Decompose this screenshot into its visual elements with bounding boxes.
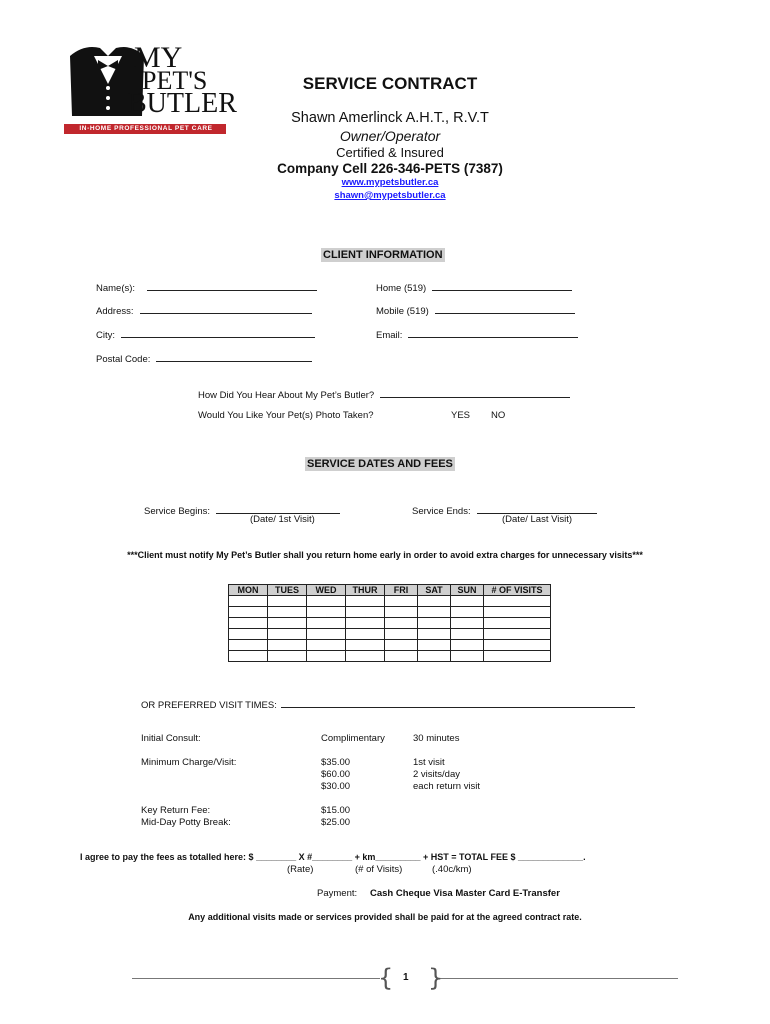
referral-field[interactable]: [198, 387, 570, 401]
photo-no-option[interactable]: NO: [491, 410, 506, 421]
day-header: WED: [307, 585, 346, 596]
visit-schedule-table: [228, 584, 551, 662]
mobile-phone-field[interactable]: [376, 303, 575, 317]
postal-code-label: Postal Code:: [96, 354, 151, 365]
logo-line-2: PET'S: [142, 66, 208, 95]
company-cell: Company Cell 226-346-PETS (7387): [277, 161, 503, 176]
email-label: Email:: [376, 330, 403, 341]
minimum-charge-value: $35.00: [321, 757, 351, 768]
bracket-right-icon: }: [428, 964, 444, 992]
table-row[interactable]: [229, 618, 551, 629]
km-caption: (.40c/km): [432, 864, 472, 875]
payment-label: Payment:: [317, 888, 358, 899]
visits-header: # OF VISITS: [484, 585, 551, 596]
address-label: Address:: [96, 306, 134, 317]
day-header: THUR: [346, 585, 385, 596]
certified-text: Certified & Insured: [336, 145, 444, 160]
day-header: SUN: [451, 585, 484, 596]
table-row[interactable]: [229, 640, 551, 651]
owner-name: Shawn Amerlinck A.H.T., R.V.T: [291, 110, 489, 126]
preferred-times-field[interactable]: [141, 697, 635, 711]
service-ends-caption: (Date/ Last Visit): [502, 514, 573, 525]
payment-methods: Cash Cheque Visa Master Card E-Transfer: [370, 888, 560, 899]
key-return-label: Key Return Fee:: [141, 805, 211, 816]
email-link[interactable]: shawn@mypetsbutler.ca: [334, 190, 446, 201]
day-header: MON: [229, 585, 268, 596]
logo-tagline: IN-HOME PROFESSIONAL PET CARE: [79, 125, 213, 132]
minimum-charge-value: $60.00: [321, 769, 351, 780]
fee-agreement-line[interactable]: I agree to pay the fees as totalled here: $ ________ X #________ + km_________ + HST = TOTAL FEE $ _____________.: [80, 852, 586, 862]
rate-caption: (Rate): [287, 864, 314, 875]
mobile-phone-label: Mobile (519): [376, 306, 429, 317]
day-header: FRI: [385, 585, 418, 596]
city-label: City:: [96, 330, 115, 341]
footer-divider: [132, 978, 380, 979]
postal-code-field[interactable]: [96, 351, 312, 365]
home-phone-label: Home (519): [376, 283, 427, 294]
city-field[interactable]: [96, 327, 315, 341]
page-number: 1: [403, 972, 409, 983]
table-header-row: [229, 585, 551, 596]
table-row[interactable]: [229, 596, 551, 607]
email-field[interactable]: [376, 327, 578, 341]
photo-yes-option[interactable]: YES: [451, 410, 471, 421]
names-field[interactable]: [96, 280, 317, 294]
potty-break-value: $25.00: [321, 817, 351, 828]
service-dates-heading: SERVICE DATES AND FEES: [307, 458, 453, 470]
minimum-charge-note: 2 visits/day: [413, 769, 460, 780]
visits-caption: (# of Visits): [355, 864, 403, 875]
footer-divider: [436, 978, 678, 979]
photo-question: Would You Like Your Pet(s) Photo Taken?: [198, 410, 374, 421]
names-label: Name(s):: [96, 283, 136, 294]
preferred-times-label: OR PREFERRED VISIT TIMES:: [141, 700, 277, 711]
table-row[interactable]: [229, 651, 551, 662]
key-return-value: $15.00: [321, 805, 351, 816]
potty-break-label: Mid-Day Potty Break:: [141, 817, 231, 828]
additional-visits-notice: Any additional visits made or services provided shall be paid for at the agreed contract rate.: [188, 912, 582, 922]
table-row[interactable]: [229, 607, 551, 618]
referral-label: How Did You Hear About My Pet’s Butler?: [198, 390, 375, 401]
logo-line-1: MY: [134, 41, 183, 74]
minimum-charge-note: 1st visit: [413, 757, 445, 768]
minimum-charge-note: each return visit: [413, 781, 481, 792]
day-header: SAT: [418, 585, 451, 596]
page-title: SERVICE CONTRACT: [302, 74, 478, 93]
bracket-left-icon: {: [378, 964, 394, 992]
initial-consult-value: Complimentary: [321, 733, 385, 744]
logo-line-3: BUTLER: [128, 88, 237, 119]
home-phone-field[interactable]: [376, 280, 572, 294]
client-info-heading: CLIENT INFORMATION: [323, 249, 443, 261]
early-return-notice: ***Client must notify My Pet’s Butler shall you return home early in order to avoid extra charges for unnecessary visits***: [127, 550, 643, 560]
initial-consult-note: 30 minutes: [413, 733, 460, 744]
initial-consult-label: Initial Consult:: [141, 733, 201, 744]
service-ends-label: Service Ends:: [412, 506, 471, 517]
owner-role: Owner/Operator: [339, 128, 441, 144]
day-header: TUES: [268, 585, 307, 596]
table-row[interactable]: [229, 629, 551, 640]
service-begins-label: Service Begins:: [144, 506, 211, 517]
address-field[interactable]: [96, 303, 312, 317]
minimum-charge-value: $30.00: [321, 781, 351, 792]
website-link[interactable]: www.mypetsbutler.ca: [341, 177, 439, 188]
service-begins-caption: (Date/ 1st Visit): [250, 514, 315, 525]
minimum-charge-label: Minimum Charge/Visit:: [141, 757, 237, 768]
